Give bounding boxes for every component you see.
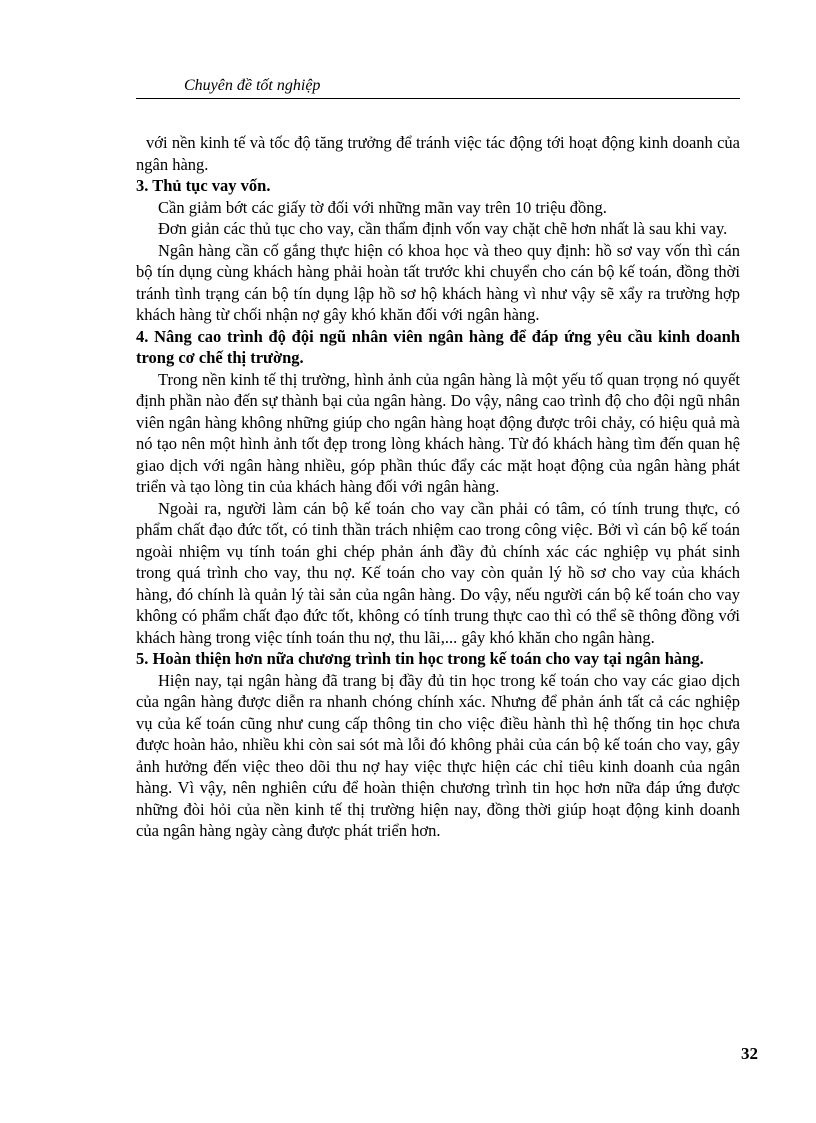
paragraph: Ngân hàng cần cố gắng thực hiện có khoa học và theo quy định: hồ sơ vay vốn thì cán bộ tín dụng cùng khách hàng phải hoàn tất trước khi chuyển cho cán bộ kế toán, đồng thời tránh tình trạng cán bộ tín dụng lập hồ sơ hộ khách hàng vì như vậy sẽ xẩy ra trường hợp khách hàng từ chối nhận nợ gây khó khăn đối với ngân hàng. (136, 240, 740, 324)
header-title: Chuyên đề tốt nghiệp (184, 77, 321, 94)
paragraph: Ngoài ra, người làm cán bộ kế toán cho vay cần phải có tâm, có tính trung thực, có phẩm chất đạo đức tốt, có tinh thần trách nhiệm cao trong công việc. Bởi vì cán bộ kế toán ngoài nhiệm vụ tính toán ghi chép phản ánh đầy đủ chính xác các nghiệp vụ phát sinh trong quá trình cho vay, thu nợ. Kế toán cho vay còn quản lý hồ sơ cho vay của khách hàng, đó chính là quản lý tài sản của ngân hàng. Do vậy, nếu người cán bộ kế toán cho vay không có phẩm chất đạo đức tốt, không có tính trung thực cao thì có thể sẽ thông đồng với khách hàng trong việc tính toán thu nợ, thu lãi,... gây khó khăn cho ngân hàng. (136, 498, 740, 647)
section-heading: 3. Thủ tục vay vốn. (136, 176, 271, 195)
paragraph: Đơn giản các thủ tục cho vay, cần thẩm định vốn vay chặt chẽ hơn nhất là sau khi vay. (158, 219, 728, 238)
paragraph: với nền kinh tế và tốc độ tăng trưởng để tránh việc tác động tới hoạt động kinh doanh của ngân hàng. (136, 133, 740, 174)
document-body (136, 132, 740, 842)
paragraph: Cần giảm bớt các giấy tờ đối với những mãn vay trên 10 triệu đồng. (158, 197, 607, 217)
section-heading: 4. Nâng cao trình độ đội ngũ nhân viên ngân hàng để đáp ứng yêu cầu kinh doanh trong cơ chế thị trường. (136, 326, 740, 367)
page-number: 32 (741, 1044, 758, 1063)
section-heading: 5. Hoàn thiện hơn nữa chương trình tin học trong kế toán cho vay tại ngân hàng. (136, 649, 704, 668)
paragraph: Trong nền kinh tế thị trường, hình ảnh của ngân hàng là một yếu tố quan trọng nó quyết định phần nào đến sự thành bại của ngân hàng. Do vậy, nâng cao trình độ cho đội ngũ nhân viên ngân hàng không những giúp cho ngân hàng hoạt động được trôi chảy, có hiệu quả mà nó tạo nên một hình ảnh tốt đẹp trong lòng khách hàng. Từ đó khách hàng tìm đến quan hệ giao dịch với ngân hàng nhiều, góp phần thúc đẩy các mặt hoạt động của ngân hàng phát triển và tạo lòng tin của khách hàng đối với ngân hàng. (136, 369, 740, 496)
paragraph: Hiện nay, tại ngân hàng đã trang bị đầy đủ tin học trong kế toán cho vay các giao dịch của ngân hàng được diễn ra nhanh chóng chính xác. Nhưng để phản ánh tất cả các nghiệp vụ của kế toán cũng như cung cấp thông tin cho việc điều hành thì hệ thống tin học chưa được hoàn hảo, nhiều khi còn sai sót mà lỗi đó không phải của cán bộ kế toán cho vay, gây ảnh hưởng đến việc theo dõi thu nợ hay việc thực hiện các chỉ tiêu kinh doanh của ngân hàng. Vì vậy, nên nghiên cứu để hoàn thiện chương trình tin học hơn nữa đáp ứng được những đòi hỏi của nền kinh tế thị trường hiện nay, đồng thời giúp hoạt động kinh doanh của ngân hàng ngày càng được phát triển hơn. (136, 670, 740, 840)
page-header (136, 76, 740, 99)
